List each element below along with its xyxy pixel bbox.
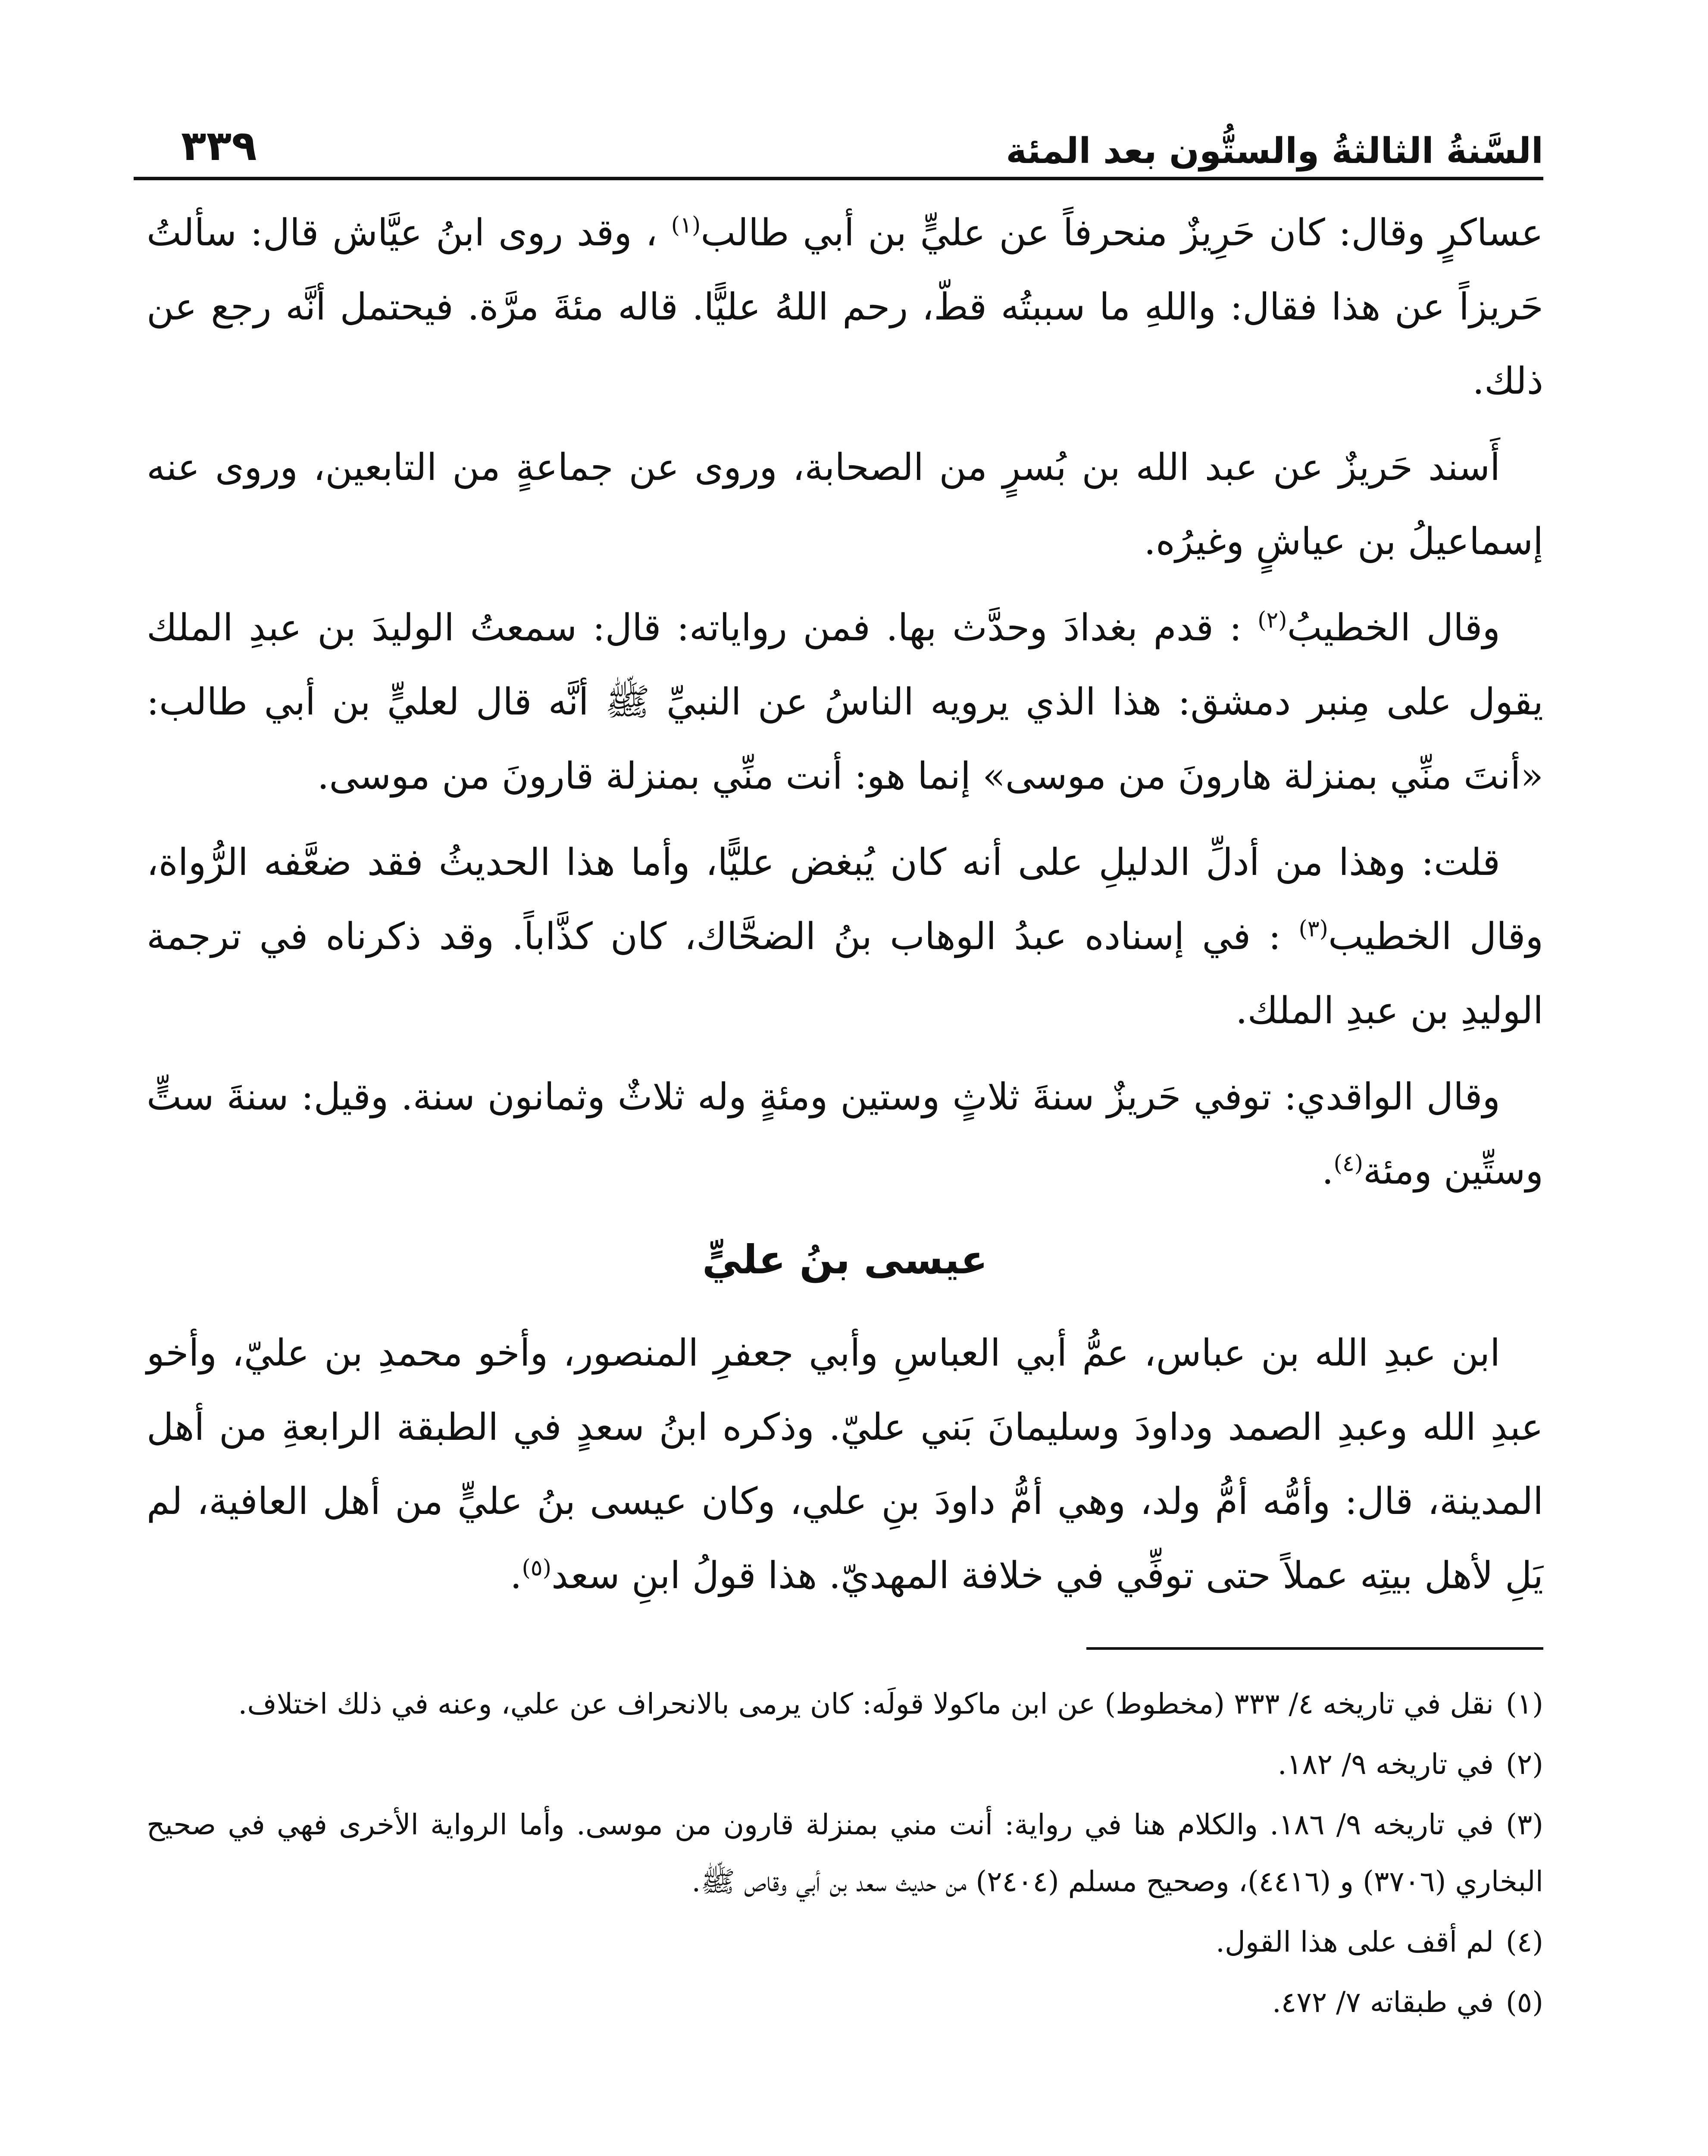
footnote-number: (٢): [1506, 1747, 1543, 1781]
paragraph: [147, 591, 1543, 813]
paragraph-text: قلت: وهذا من أدلِّ الدليلِ على أنه كان يُبغض عليًّا، وأما هذا الحديثُ فقد ضعَّفه الرُّواة، وقال الخطيب: [147, 841, 1543, 958]
paragraph-text: .: [510, 1554, 522, 1597]
footnote-text: في تاريخه ٩/ ١٨٦. والكلام هنا في رواية: أنت مني بمنزلة قارون من موسى. وأما الرواية الأخرى فهي في صحيح البخاري (٣٧٠٦) و (٤٤١٦)، وصحيح مسلم (٢٤٠٤) من حديث سعد بن أبي وقاص ﷺ.: [147, 1808, 1543, 1898]
paragraph-text: .: [1322, 1150, 1334, 1193]
paragraph-text: وقال الخطيبُ: [1287, 606, 1500, 649]
footnote-text: لم أقف على هذا القول.: [1216, 1925, 1494, 1959]
paragraph: [147, 430, 1543, 579]
paragraph-text: : قدم بغدادَ وحدَّث بها. فمن رواياته: قال: سمعتُ الوليدَ بن عبدِ الملك يقول على مِنبر دمشق: هذا الذي يرويه الناسُ عن النبيِّ ﷺ أنَّه قال لعليٍّ بن أبي طالب: «أنتَ منِّي بمنزلة هارونَ من موسى» إنما هو: أنت منِّي بمنزلة قارونَ من موسى.: [147, 606, 1543, 798]
paragraph: [147, 1316, 1543, 1613]
paragraph-text: ابن عبدِ الله بن عباس، عمُّ أبي العباسِ وأبي جعفرِ المنصور، وأخو محمدِ بن عليّ، وأخو عبدِ الله وعبدِ الصمد وداودَ وسليمانَ بَني عليّ. وذكره ابنُ سعدٍ في الطبقة الرابعةِ من أهل المدينة، قال: وأمُّه أمُّ ولد، وهي أمُّ داودَ بنِ علي، وكان عيسى بنُ عليٍّ من أهل العافية، لم يَلِ لأهل بيتِه عملاً حتى توفِّي في خلافة المهديّ. هذا قولُ ابنِ سعد: [147, 1331, 1543, 1597]
paragraph: [147, 825, 1543, 1048]
footnote-number: (٤): [1506, 1925, 1543, 1959]
paragraph-text: وقال الواقدي: توفي حَريزٌ سنةَ ثلاثٍ وستين ومئةٍ وله ثلاثٌ وثمانون سنة. وقيل: سنةَ ستٍّ وستِّين ومئة: [147, 1075, 1543, 1193]
paragraph: [147, 196, 1543, 418]
paragraph-text: أَسند حَريزٌ عن عبد الله بن بُسرٍ من الصحابة، وروى عن جماعةٍ من التابعين، وروى عنه إسماعيلُ بن عياشٍ وغيرُه.: [147, 446, 1543, 563]
footnote-reference: (٤): [1333, 1150, 1364, 1177]
footnote-text: في طبقاته ٧/ ٤٧٢.: [1272, 1985, 1494, 2019]
header-rule: [134, 177, 1543, 180]
footnote-reference: (٢): [1258, 607, 1287, 633]
footnote-number: (٥): [1506, 1985, 1543, 2019]
footnote: [147, 1676, 1543, 1733]
footnote: [147, 1914, 1543, 1971]
running-title: السَّنةُ الثالثةُ والستُّون بعد المئة: [1006, 131, 1543, 172]
footnote-text: نقل في تاريخه ٤/ ٣٣٣ (مخطوط) عن ابن ماكولا قولَه: كان يرمى بالانحراف عن علي، وعنه في ذلك اختلاف.: [238, 1687, 1494, 1720]
page-number: ٣٣٩: [181, 122, 257, 170]
footnote-reference: (٥): [522, 1554, 551, 1581]
paragraph-text: : في إسناده عبدُ الوهاب بنُ الضحَّاك، كان كذَّاباً. وقد ذكرناه في ترجمة الوليدِ بن عبدِ الملك.: [147, 915, 1543, 1032]
footnote: [147, 1736, 1543, 1793]
footnote: [147, 1974, 1543, 2031]
footnote-text: في تاريخه ٩/ ١٨٢.: [1277, 1747, 1494, 1781]
footnote-reference: (٣): [1298, 916, 1328, 942]
footnotes: [147, 1676, 1543, 2031]
footnote-number: (٣): [1506, 1808, 1544, 1841]
book-page: [147, 103, 1543, 2034]
footnote-separator: [1086, 1647, 1543, 1650]
paragraph-text: عساكرٍ وقال: كان حَرِيزٌ منحرفاً عن عليٍّ بن أبي طالب: [701, 211, 1543, 254]
paragraph-text: ، وقد روى ابنُ عيَّاش قال: سألتُ حَريزاً عن هذا فقال: واللهِ ما سببتُه قطّ، رحم اللهُ عليًّا. قاله مئةَ مرَّة. فيحتمل أنَّه رجع عن ذلك.: [147, 211, 1543, 403]
page-header: [147, 103, 1543, 177]
footnote: [147, 1796, 1543, 1910]
section-heading: عيسى بنُ عليٍّ: [702, 1237, 988, 1283]
main-text: [147, 196, 1543, 1613]
footnote-reference: (١): [671, 212, 701, 238]
paragraph: [147, 1060, 1543, 1208]
footnote-number: (١): [1506, 1687, 1543, 1720]
